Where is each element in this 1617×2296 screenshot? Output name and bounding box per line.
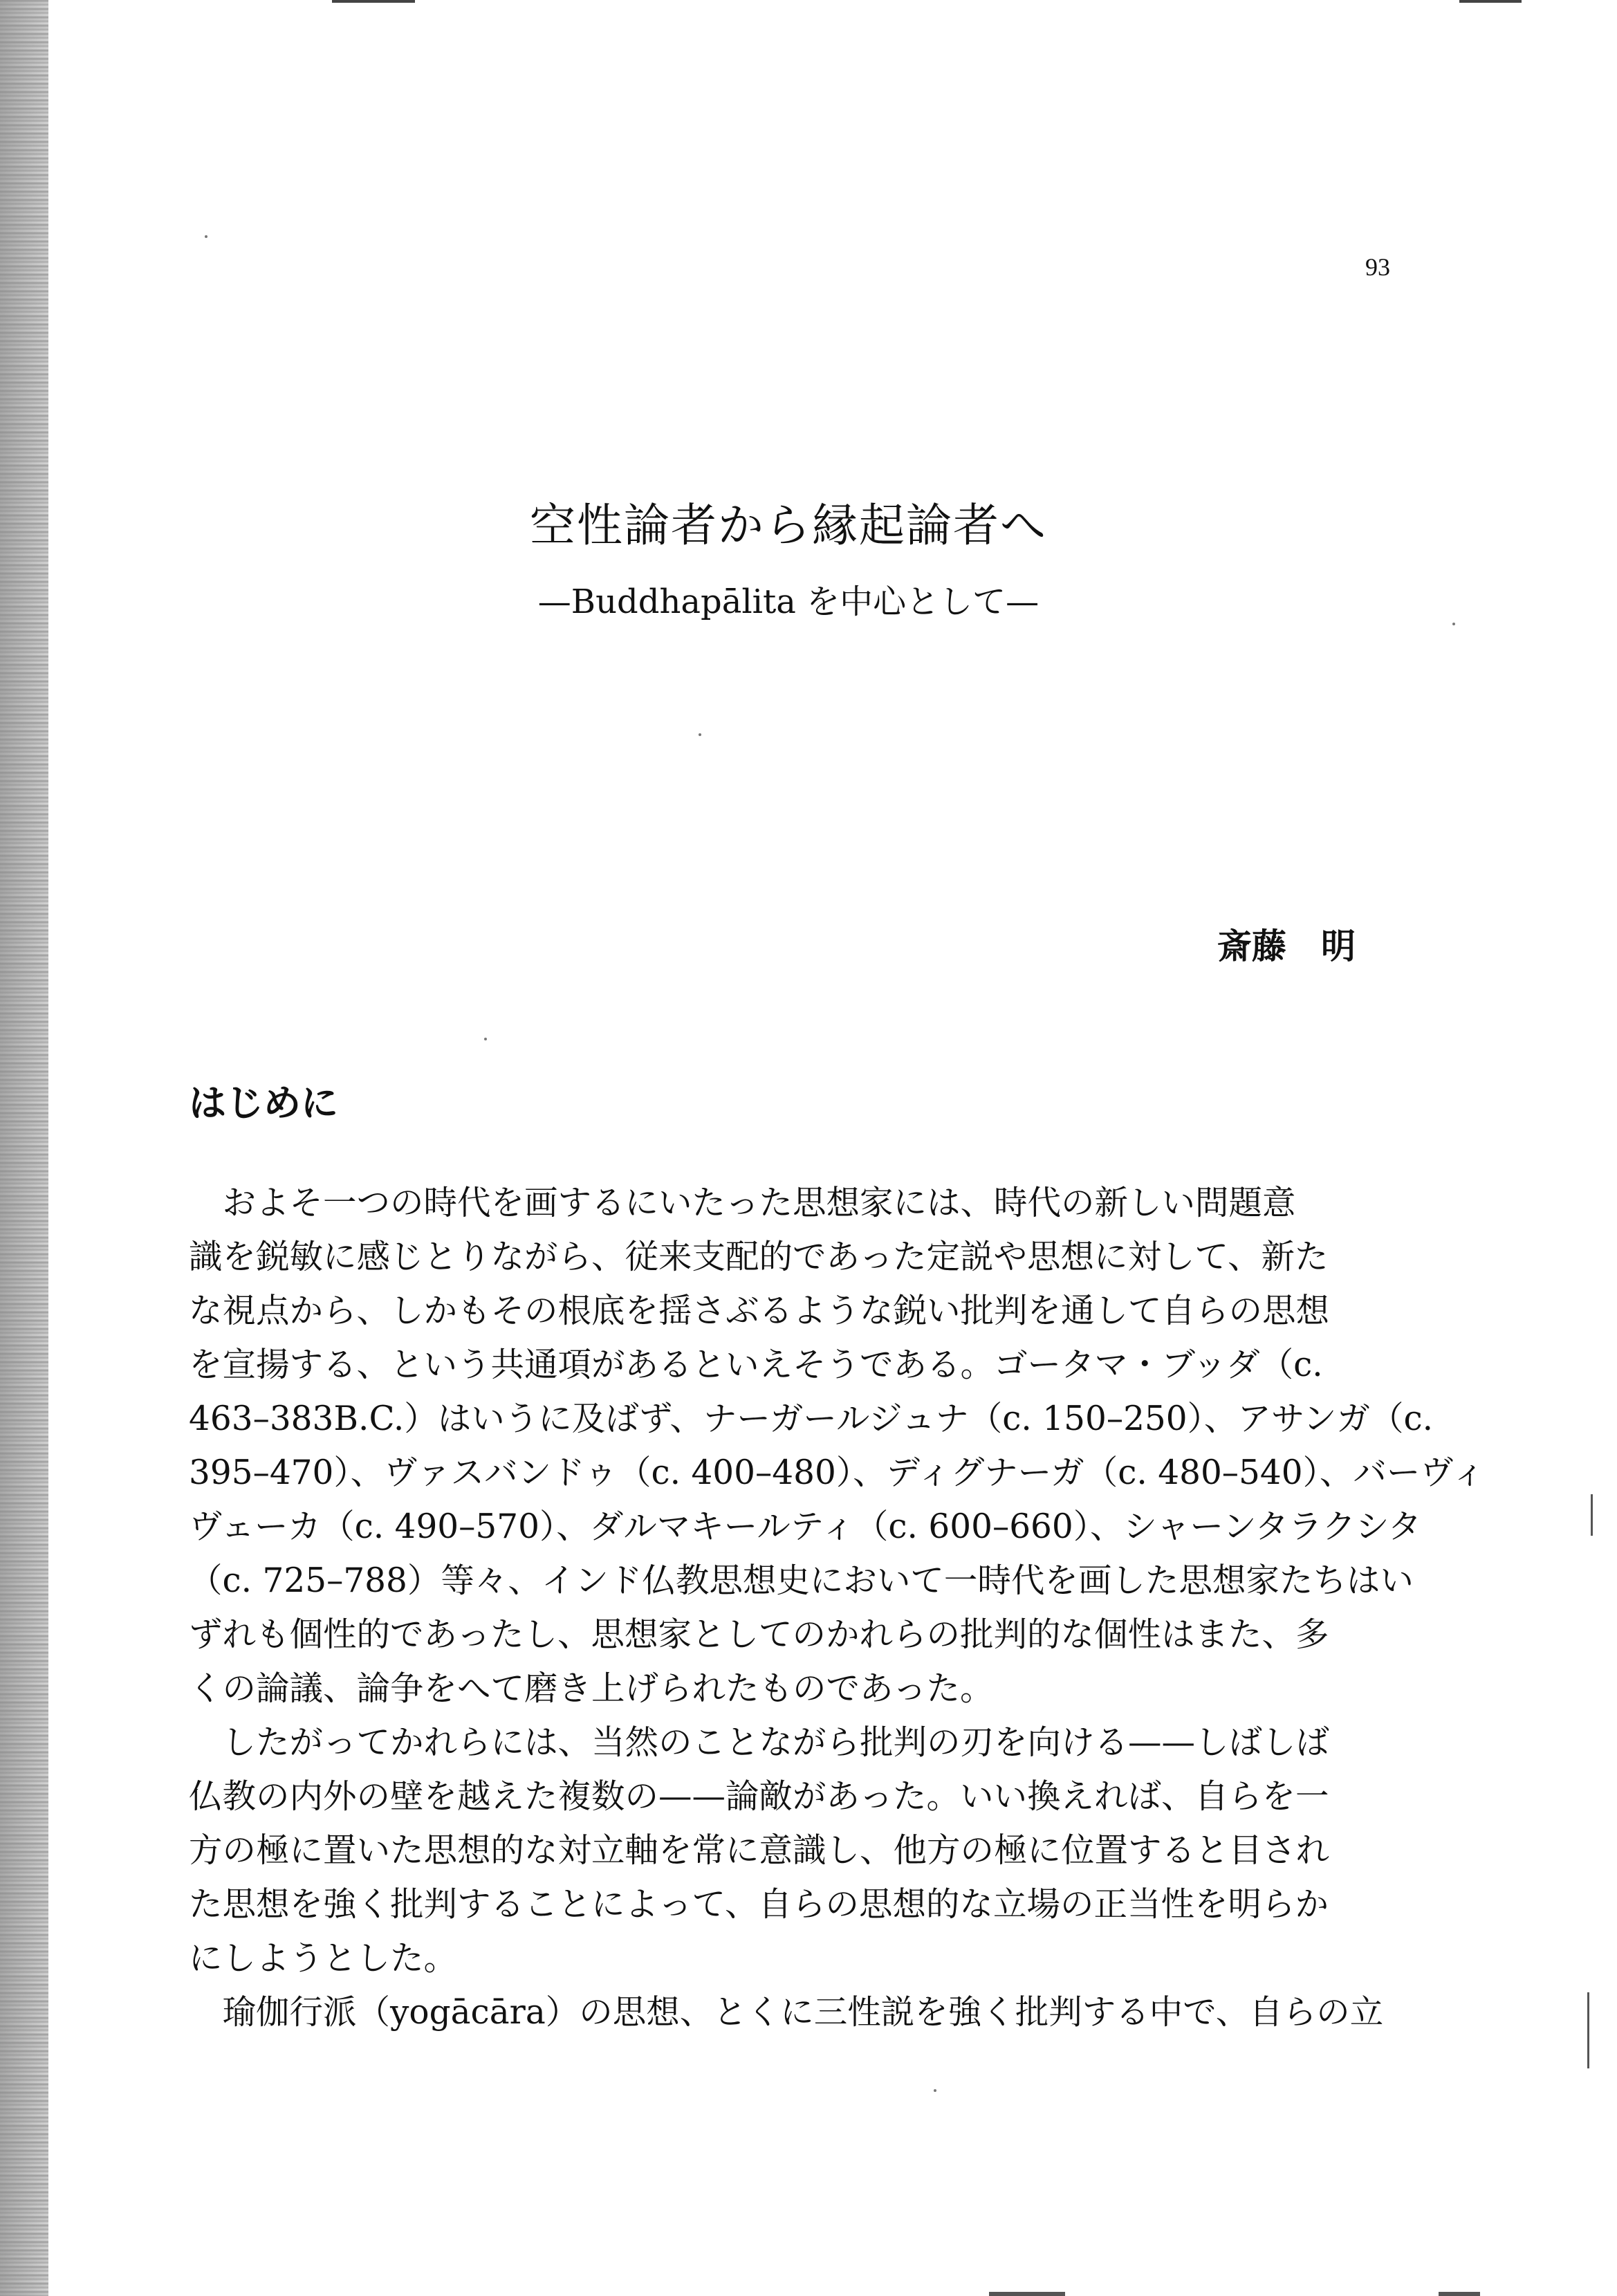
scan-artifact-top [332,0,415,3]
body-paragraphs [189,1176,1486,2039]
text-line: くの論議、論争をへて磨き上げられたものであった。 [189,1669,994,1708]
text-line: 395–470）、ヴァスバンドゥ（c. 400–480）、ディグナーガ（c. 480–540）、バーヴィ [189,1453,1486,1492]
section-heading: はじめに [189,1081,338,1125]
text-line: を宣揚する、という共通項があるといえそうである。ゴータマ・ブッダ（c. [189,1346,1323,1384]
scan-artifact-top-right [1459,0,1522,3]
text-line: 識を鋭敏に感じとりながら、従来支配的であった定説や思想に対して、新た [189,1238,1329,1276]
text-line: ずれも個性的であったし、思想家としてのかれらの批判的な個性はまた、多 [189,1615,1329,1654]
text-line: にしようとした。 [189,1939,458,1978]
scan-speck [699,733,701,736]
scan-shadow-edge [0,0,48,2296]
text-line: 方の極に置いた思想的な対立軸を常に意識し、他方の極に位置すると目され [189,1831,1330,1870]
paper-title: 空性論者から縁起論者へ [530,499,1047,552]
text-line: （c. 725–788）等々、インド仏教思想史において一時代を画した思想家たちはい [189,1561,1414,1600]
text-line: た思想を強く批判することによって、自らの思想的な立場の正当性を明らか [189,1885,1329,1924]
text-line: 仏教の内外の壁を越えた複数の——論敵があった。いい換えれば、自らを一 [189,1777,1329,1816]
text-line: な視点から、しかもその根底を揺さぶるような鋭い批判を通して自らの思想 [189,1292,1330,1330]
author-name: 斎藤 明 [1217,926,1356,966]
scan-artifact-bottom-right [1439,2292,1480,2296]
scan-speck [205,235,207,238]
text-line: 瑜伽行派（yogācāra）の思想、とくに三性説を強く批判する中で、自らの立 [189,1993,1384,2032]
text-line: およそ一つの時代を画するにいたった思想家には、時代の新しい問題意 [189,1184,1296,1222]
page-number: 93 [1365,253,1390,281]
paper-subtitle: —Buddhapālita を中心として— [537,582,1040,621]
text-line: ヴェーカ（c. 490–570）、ダルマキールティ（c. 600–660）、シャーンタラクシタ [189,1507,1422,1546]
text-line: したがってかれらには、当然のことながら批判の刃を向ける——しばしば [189,1723,1330,1762]
scan-speck [484,1038,487,1040]
scan-speck [1452,623,1455,625]
text-line: 463–383B.C.）はいうに及ばず、ナーガールジュナ（c. 150–250）、アサンガ（c. [189,1399,1434,1438]
scan-margin-mark [1591,1494,1593,1536]
scan-margin-mark [1587,1992,1589,2068]
scan-speck [934,2089,936,2092]
scan-artifact-bottom [989,2292,1065,2296]
